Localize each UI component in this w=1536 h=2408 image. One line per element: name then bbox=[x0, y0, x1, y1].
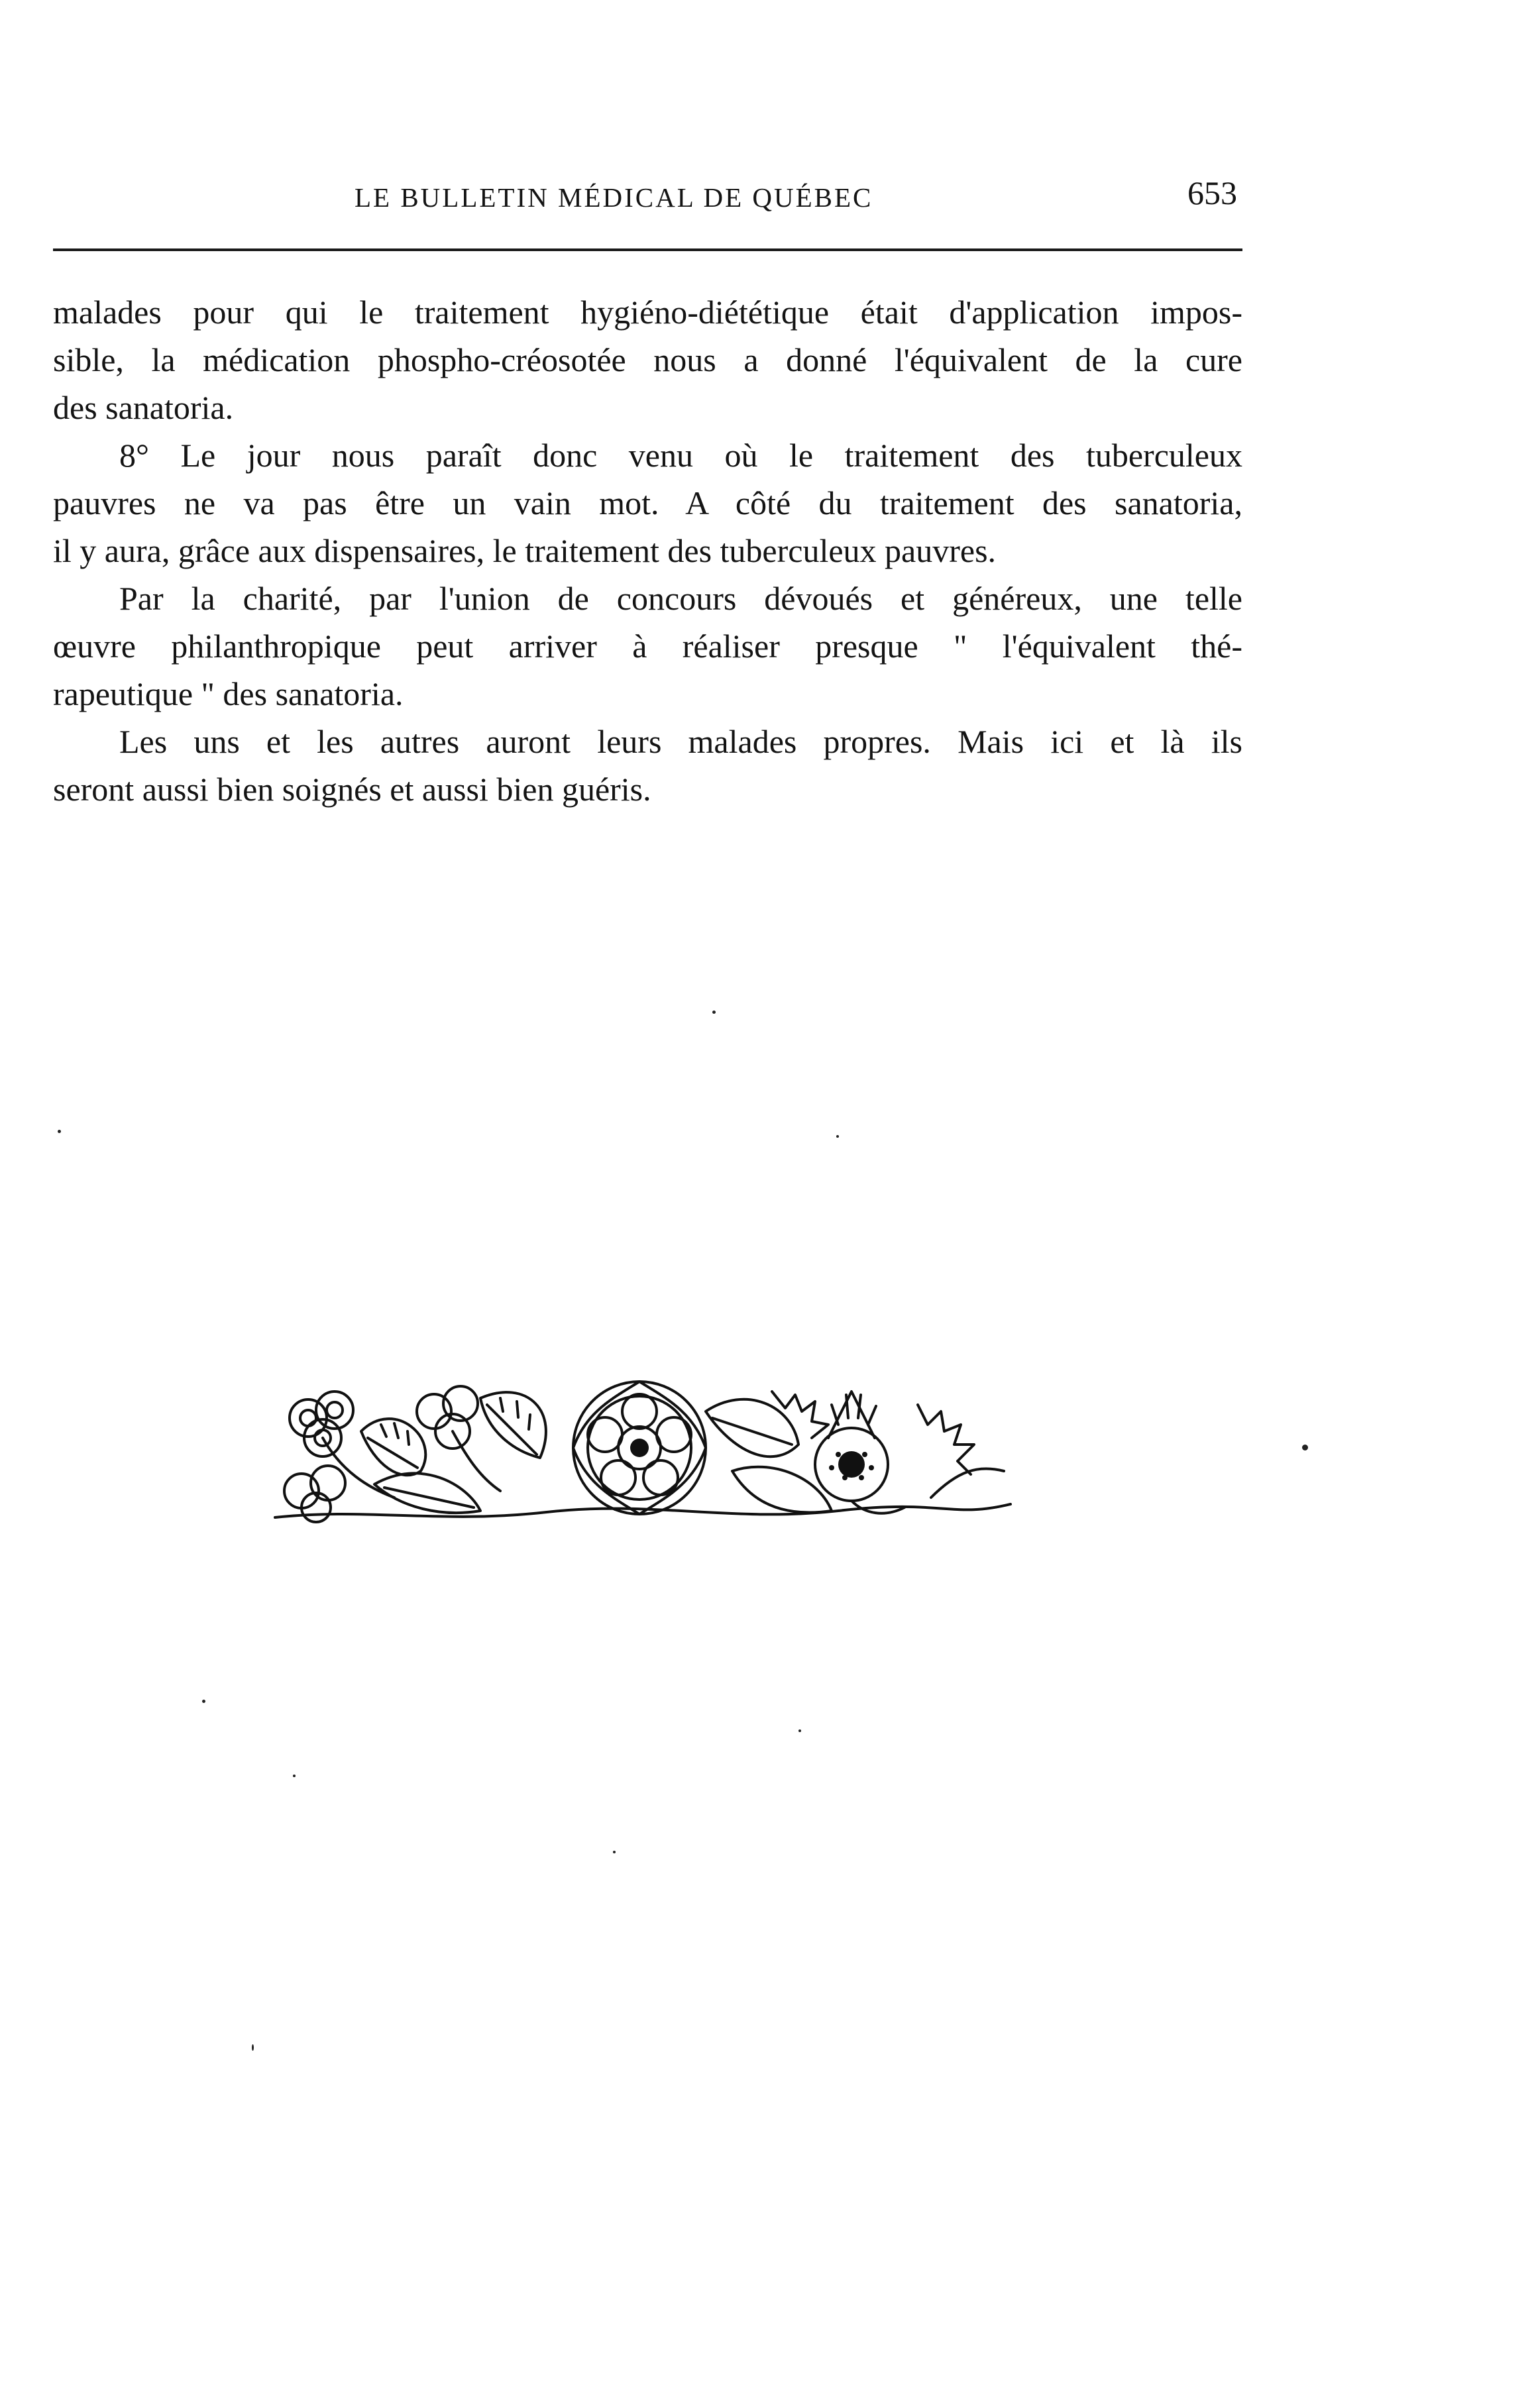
print-speck bbox=[613, 1851, 616, 1853]
body-text bbox=[53, 288, 1242, 813]
print-speck bbox=[1302, 1445, 1308, 1450]
text-line: sible, la médication phospho-créosotée nous a donné l'équivalent de la cure bbox=[53, 341, 1242, 378]
text-line: seront aussi bien soignés et aussi bien guéris. bbox=[53, 771, 651, 808]
page-number: 653 bbox=[1187, 174, 1237, 211]
print-speck bbox=[58, 1130, 61, 1133]
text-line: 8° Le jour nous paraît donc venu où le traitement des tuberculeux bbox=[119, 437, 1242, 474]
header-rule bbox=[53, 248, 1242, 251]
print-speck bbox=[712, 1011, 716, 1014]
paragraph-2 bbox=[53, 431, 1242, 575]
text-line: malades pour qui le traitement hygiéno-diététique était d'application impos- bbox=[53, 294, 1242, 331]
paragraph-4 bbox=[53, 718, 1242, 813]
print-speck bbox=[202, 1700, 205, 1703]
text-line: des sanatoria. bbox=[53, 389, 234, 426]
running-title: LE BULLETIN MÉDICAL DE QUÉBEC bbox=[355, 182, 873, 213]
print-speck bbox=[293, 1775, 296, 1777]
text-line: Les uns et les autres auront leurs malades propres. Mais ici et là ils bbox=[119, 723, 1242, 760]
text-line: Par la charité, par l'union de concours dévoués et généreux, une telle bbox=[119, 580, 1242, 617]
text-line: pauvres ne va pas être un vain mot. A côté du traitement des sanatoria, bbox=[53, 484, 1242, 521]
floral-tailpiece-icon bbox=[268, 1372, 1017, 1531]
running-head bbox=[53, 174, 1242, 220]
print-speck bbox=[798, 1729, 801, 1732]
print-speck bbox=[252, 2044, 254, 2051]
text-line: il y aura, grâce aux dispensaires, le traitement des tuberculeux pauvres. bbox=[53, 532, 997, 569]
text-line: rapeutique " des sanatoria. bbox=[53, 675, 404, 712]
text-line: œuvre philanthropique peut arriver à réaliser presque " l'équivalent thé- bbox=[53, 628, 1242, 665]
paragraph-1 bbox=[53, 288, 1242, 431]
print-speck bbox=[836, 1135, 839, 1138]
paragraph-3 bbox=[53, 575, 1242, 718]
